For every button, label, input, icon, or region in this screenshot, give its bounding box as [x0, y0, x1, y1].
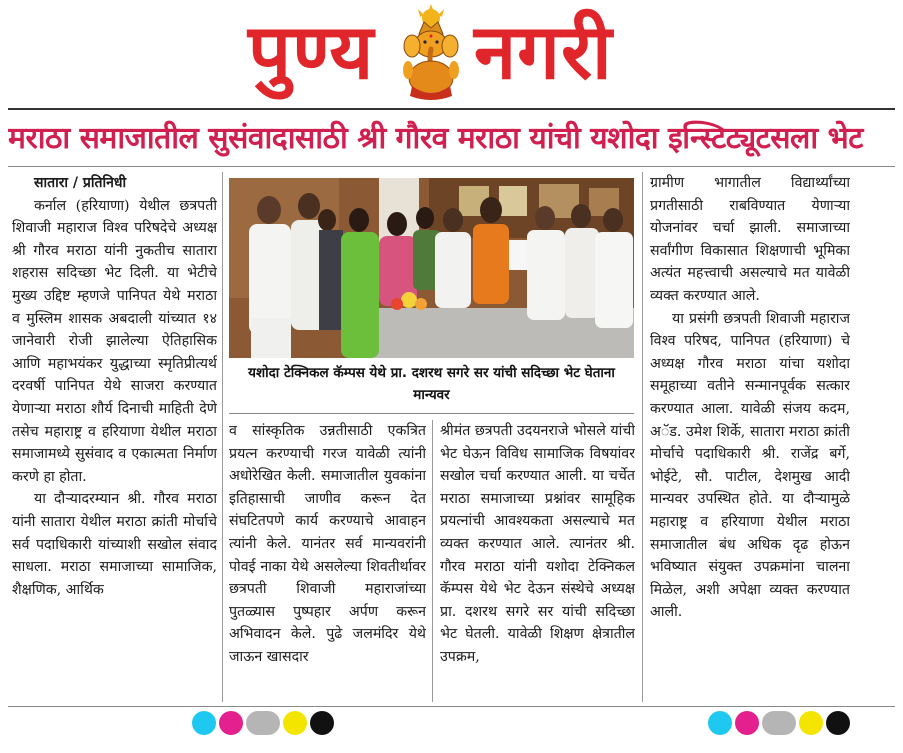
- column-divider: [642, 172, 643, 702]
- article-paragraph: या प्रसंगी छत्रपती शिवाजी महाराज विश्व परिषद, पानिपत (हरियाणा) चे अध्यक्ष गौरव मराठा यांचा यशोदा समूहाच्या वतीने सन्मानपूर्वक सत्कार करण्यात आला. यावेळी संजय कदम, अॅड. उमेश शिर्के, सातारा मराठा क्रांती मोर्चाचे पदाधिकारी श्री. राजेंद्र बर्गे, भोईटे, सौ. पाटील, देशमुख आदी मान्यवर उपस्थित होते. या दौऱ्यामुळे महाराष्ट्र व हरियाणा येथील मराठा समाजातील बंध अधिक दृढ होऊन भविष्यात संयुक्त उपक्रमांना चालना मिळेल, अशी अपेक्षा व्यक्त करण्यात आली.: [650, 310, 850, 621]
- registration-dot: [762, 711, 796, 735]
- masthead-rule: [8, 108, 895, 110]
- ganesha-icon: [394, 4, 468, 104]
- photo-caption: यशोदा टेक्निकल कॅम्पस येथे प्रा. दशरथ सगरे सर यांची सदिच्छा भेट घेताना मान्यवर: [248, 365, 615, 403]
- article-paragraph: कर्नाल (हरियाणा) येथील छत्रपती शिवाजी महाराज विश्व परिषदेचे अध्यक्ष श्री गौरव मराठा यांनी नुकतीच सातारा शहरास सदिच्छा भेट दिली. या भेटीचे मुख्य उद्दिष्ट म्हणजे पानिपत येथे मराठा व मुस्लिम शासक अबदाली यांच्यात १४ जानेवारी रोजी झालेल्या ऐतिहासिक आणि महाभयंकर युद्धाच्या स्मृतिप्रीत्यर्थ दरवर्षी पानिपत येथे साजरा करण्यात येणाऱ्या मराठा शौर्य दिनाची माहिती देणे तसेच महाराष्ट्र व हरियाणा येथील मराठा समाजामध्ये सुसंवाद व एकात्मता निर्माण करणे हा होता.: [12, 197, 217, 485]
- registration-marks-left: [192, 711, 334, 735]
- footer-rule: [8, 706, 895, 707]
- article-column-4: [650, 172, 850, 702]
- registration-marks-right: [708, 711, 850, 735]
- registration-dot: [192, 711, 216, 735]
- registration-dot: [708, 711, 732, 735]
- article-column-3: [440, 420, 635, 702]
- dateline: सातारा / प्रतिनिधी: [34, 175, 127, 191]
- column-divider: [432, 420, 433, 702]
- column-divider: [222, 172, 223, 702]
- article-paragraph: ग्रामीण भागातील विद्यार्थ्यांच्या प्रगतीसाठी राबविण्यात येणाऱ्या योजनांवर चर्चा झाली. समाजाच्या सर्वांगीण विकासात शिक्षणाची भूमिका अत्यंत महत्त्वाची असल्याचे मत यावेळी व्यक्त करण्यात आले.: [650, 175, 850, 304]
- registration-dot: [799, 711, 823, 735]
- headline: मराठा समाजातील सुसंवादासाठी श्री गौरव मराठा यांची यशोदा इन्स्टिट्यूटसला भेट: [8, 121, 863, 156]
- article-column-2: [229, 420, 426, 702]
- article-column-1: [12, 172, 217, 702]
- registration-dot: [219, 711, 243, 735]
- masthead-name-right: नगरी: [474, 7, 613, 96]
- registration-dot: [283, 711, 307, 735]
- registration-dot: [246, 711, 280, 735]
- article-paragraph: श्रीमंत छत्रपती उदयनराजे भोसले यांची भेट घेऊन विविध सामाजिक विषयांवर सखोल चर्चा करण्यात आली. या चर्चेत मराठा समाजाच्या प्रश्नांवर सामूहिक प्रयत्नांची आवश्यकता असल्याचे मत व्यक्त करण्यात आले. त्यानंतर श्री. गौरव मराठा यांनी यशोदा टेक्निकल कॅम्पस येथे भेट देऊन संस्थेचे अध्यक्ष प्रा. दशरथ सगरे सर यांची सदिच्छा भेट घेतली. यावेळी शिक्षण क्षेत्रातील उपक्रम,: [440, 423, 635, 665]
- headline-rule: [8, 166, 895, 167]
- article-paragraph: या दौऱ्यादरम्यान श्री. गौरव मराठा यांनी सातारा येथील मराठा क्रांती मोर्चाचे सर्व पदाधिकारी यांच्याशी सखोल संवाद साधला. मराठा समाजाच्या सामाजिक, शैक्षणिक, आर्थिक: [12, 491, 217, 598]
- registration-dot: [735, 711, 759, 735]
- registration-dot: [310, 711, 334, 735]
- caption-rule: [229, 413, 634, 414]
- masthead-name-left: पुण्य: [248, 7, 375, 96]
- article-paragraph: व सांस्कृतिक उन्नतीसाठी एकत्रित प्रयत्न करण्याची गरज यावेळी त्यांनी अधोरेखित केली. समाजातील युवकांना इतिहासाची जाणीव करून देत संघटितपणे कार्य करण्याचे आवाहन त्यांनी केले. यानंतर सर्व मान्यवरांनी पोवई नाका येथे असलेल्या शिवतीर्थावर छत्रपती शिवाजी महाराजांच्या पुतळ्यास पुष्पहार अर्पण करून अभिवादन केले. पुढे जलमंदिर येथे जाऊन खासदार: [229, 423, 426, 665]
- event-photo: [229, 178, 634, 358]
- masthead: [0, 0, 903, 108]
- registration-dot: [826, 711, 850, 735]
